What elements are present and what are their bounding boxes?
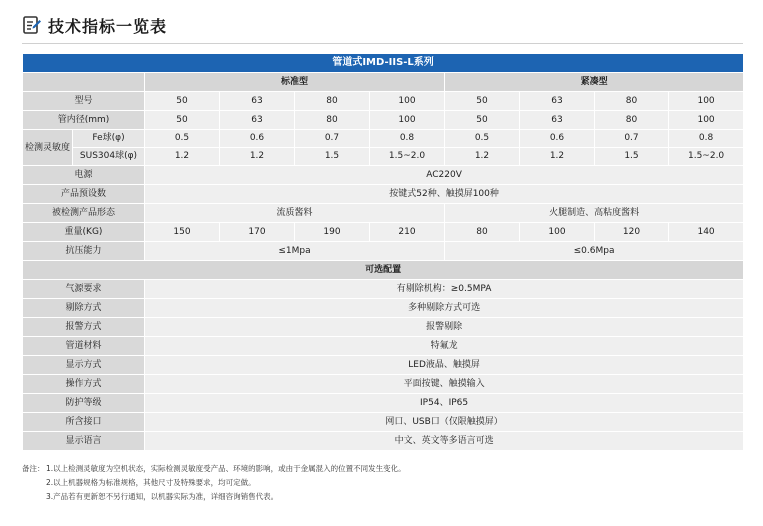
table-row [23,223,744,242]
weight-cell: 120 [595,223,669,242]
table-row [23,299,744,318]
sus-cell: 1.5~2.0 [370,148,445,166]
row-label-presets: 产品预设数 [23,185,145,204]
inner-dia-cell: 80 [595,111,669,130]
row-label-model: 型号 [23,92,145,111]
fe-cell: 0.8 [669,130,744,148]
spec-table [22,53,744,451]
footnote-text: 3.产品若有更新恕不另行通知，以机器实际为准，详细咨询销售代表。 [46,492,279,501]
option-label: 报警方式 [23,318,145,337]
inner-dia-cell: 100 [370,111,445,130]
option-value: 特氟龙 [145,337,744,356]
option-label: 防护等级 [23,394,145,413]
option-value: IP54、IP65 [145,394,744,413]
table-row [23,204,744,223]
footnote-text: 2.以上机器规格为标准规格，其他尺寸及特殊要求，均可定做。 [46,478,256,487]
option-label: 气源要求 [23,280,145,299]
inner-dia-cell: 50 [145,111,220,130]
option-label: 显示语言 [23,432,145,451]
weight-cell: 80 [445,223,520,242]
table-row [23,432,744,451]
inner-dia-cell: 50 [445,111,520,130]
footnote-label: 备注： [22,464,45,473]
group-standard: 标准型 [145,73,445,92]
page-header [22,12,167,38]
power-value: AC220V [145,166,744,185]
option-value: 多种剔除方式可选 [145,299,744,318]
table-row [23,413,744,432]
series-banner-row [23,54,744,73]
weight-cell: 150 [145,223,220,242]
table-row [23,394,744,413]
table-row [23,166,744,185]
weight-cell: 210 [370,223,445,242]
option-value: 平面按键、触摸输入 [145,375,744,394]
fe-cell: 0.7 [595,130,669,148]
table-row [23,92,744,111]
model-cell: 50 [145,92,220,111]
sus-cell: 1.2 [520,148,595,166]
row-label-pressure: 抗压能力 [23,242,145,261]
product-form-compact: 火腿制造、高粘度酱料 [445,204,744,223]
title-divider [22,43,743,44]
table-row [23,337,744,356]
option-label: 操作方式 [23,375,145,394]
inner-dia-cell: 63 [520,111,595,130]
sus-cell: 1.2 [220,148,295,166]
footnote-line [22,490,406,504]
row-label-power: 电源 [23,166,145,185]
options-header-row [23,261,744,280]
model-cell: 63 [520,92,595,111]
series-banner: 管道式IMD-IIS-L系列 [23,54,744,73]
inner-dia-cell: 63 [220,111,295,130]
footnote-line [22,476,406,490]
table-row [23,318,744,337]
table-row [23,111,744,130]
pressure-standard: ≤1Mpa [145,242,445,261]
inner-dia-cell: 100 [669,111,744,130]
fe-cell: 0.6 [520,130,595,148]
option-label: 所含接口 [23,413,145,432]
fe-cell: 0.7 [295,130,370,148]
row-label-fe: Fe球(φ) [73,130,145,148]
weight-cell: 190 [295,223,370,242]
presets-value: 按键式52种、触摸屏100种 [145,185,744,204]
group-header-blank [23,73,145,92]
options-header: 可选配置 [23,261,744,280]
table-row [23,148,744,166]
table-row [23,185,744,204]
option-label: 剔除方式 [23,299,145,318]
model-cell: 80 [295,92,370,111]
fe-cell: 0.5 [445,130,520,148]
option-value: LED液晶、触摸屏 [145,356,744,375]
sus-cell: 1.2 [145,148,220,166]
option-value: 中文、英文等多语言可选 [145,432,744,451]
option-label: 显示方式 [23,356,145,375]
row-label-sensitivity: 检测灵敏度 [23,130,73,166]
footnotes [22,462,406,504]
footnote-line [22,462,406,476]
product-form-standard: 流质酱料 [145,204,445,223]
model-cell: 100 [669,92,744,111]
row-label-weight: 重量(KG) [23,223,145,242]
sus-cell: 1.5 [295,148,370,166]
row-label-product-form: 被检测产品形态 [23,204,145,223]
page-title: 技术指标一览表 [48,16,168,36]
group-compact: 紧凑型 [445,73,744,92]
sus-cell: 1.2 [445,148,520,166]
group-header-row [23,73,744,92]
table-row [23,375,744,394]
model-cell: 50 [445,92,520,111]
fe-cell: 0.6 [220,130,295,148]
fe-cell: 0.8 [370,130,445,148]
option-value: 有剔除机构：≥0.5MPA [145,280,744,299]
weight-cell: 170 [220,223,295,242]
option-value: 网口、USB口（仅限触摸屏） [145,413,744,432]
option-value: 报警剔除 [145,318,744,337]
table-row [23,130,744,148]
inner-dia-cell: 80 [295,111,370,130]
weight-cell: 140 [669,223,744,242]
model-cell: 80 [595,92,669,111]
fe-cell: 0.5 [145,130,220,148]
model-cell: 100 [370,92,445,111]
table-row [23,242,744,261]
row-label-sus: SUS304球(φ) [73,148,145,166]
sus-cell: 1.5~2.0 [669,148,744,166]
pressure-compact: ≤0.6Mpa [445,242,744,261]
sus-cell: 1.5 [595,148,669,166]
footnote-text: 1.以上检测灵敏度为空机状态，实际检测灵敏度受产品、环境的影响，或由于金属混入的位置不同发生变化。 [46,464,406,473]
table-row [23,280,744,299]
weight-cell: 100 [520,223,595,242]
option-label: 管道材料 [23,337,145,356]
edit-list-icon [22,15,42,35]
table-row [23,356,744,375]
model-cell: 63 [220,92,295,111]
row-label-inner-dia: 管内径(mm) [23,111,145,130]
